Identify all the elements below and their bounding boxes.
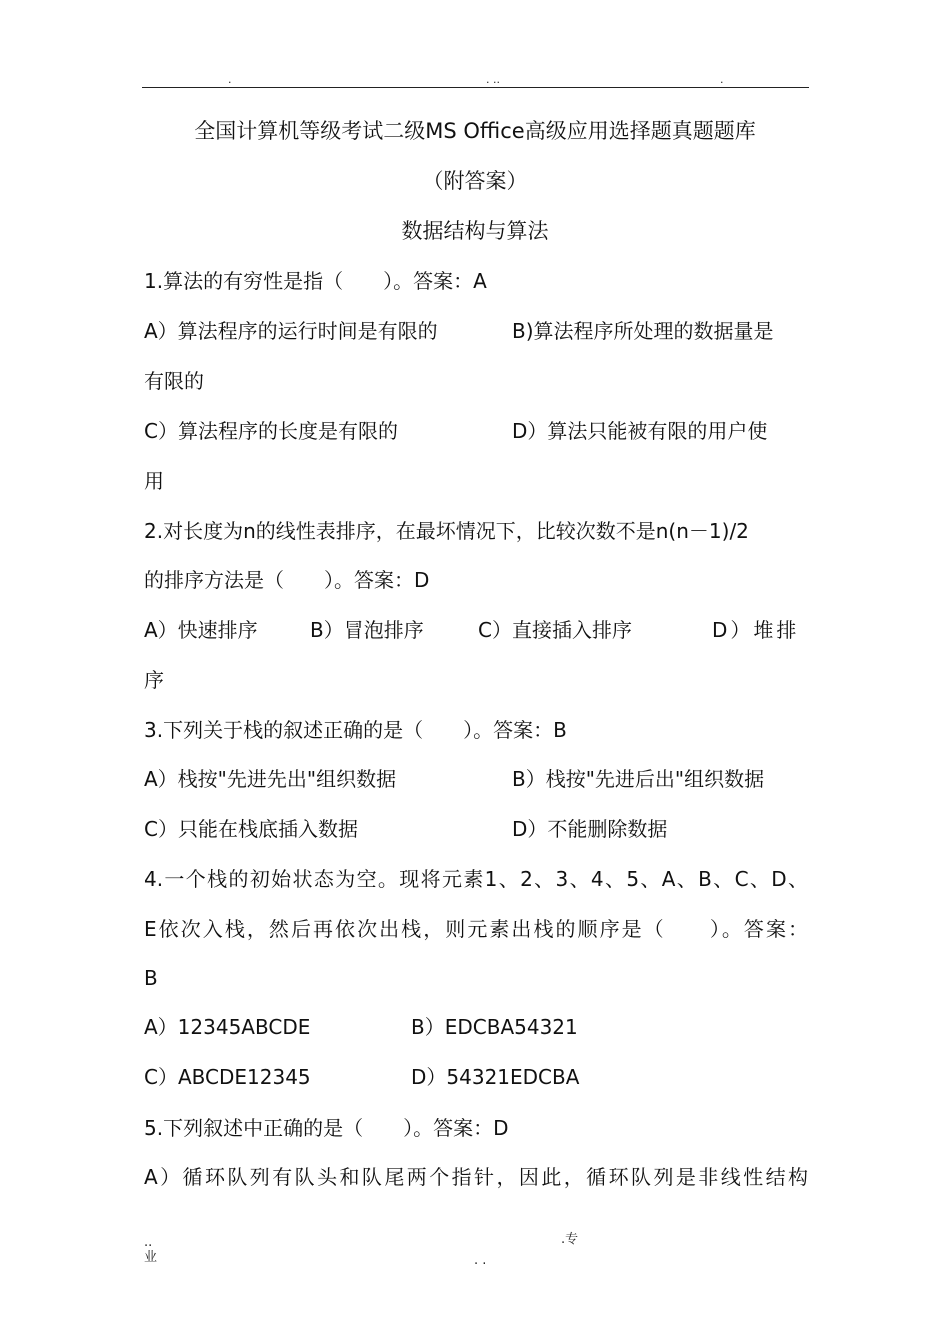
question-1-option-d-cont: 用 — [144, 469, 164, 493]
question-1-option-c: C）算法程序的长度是有限的 — [144, 419, 398, 443]
question-4-option-b: B）EDCBA54321 — [411, 1015, 578, 1039]
document-subtitle: （附答案） — [422, 169, 528, 193]
question-3-option-a: A）栈按"先进先出"组织数据 — [144, 767, 397, 791]
footer-center-dots: . . — [474, 1253, 487, 1268]
question-3-stem: 3.下列关于栈的叙述正确的是（ ）。答案：B — [144, 718, 567, 742]
question-3-option-d: D）不能删除数据 — [512, 817, 668, 841]
question-1-option-b: B)算法程序所处理的数据量是 — [512, 319, 774, 343]
question-2-stem-line-2: 的排序方法是（ ）。答案：D — [144, 568, 430, 592]
question-4-stem-line-1: 4.一个栈的初始状态为空。现将元素1、2、3、4、5、A、B、C、D、 — [144, 867, 808, 891]
question-2-option-a: A）快速排序 — [144, 618, 258, 642]
question-4-stem-line-3: B — [144, 966, 158, 990]
question-3-option-c: C）只能在栈底插入数据 — [144, 817, 358, 841]
question-2-option-b: B）冒泡排序 — [310, 618, 424, 642]
question-2-option-d: D）堆排 — [712, 618, 800, 642]
question-2-stem-line-1: 2.对长度为n的线性表排序，在最坏情况下，比较次数不是n(n－1)/2 — [144, 519, 749, 543]
header-dot-right: . — [720, 73, 724, 86]
header-dot-left: . — [228, 73, 232, 86]
question-5-option-a: A）循环队列有队头和队尾两个指针，因此，循环队列是非线性结构 — [144, 1165, 808, 1189]
question-4-option-d: D）54321EDCBA — [411, 1065, 580, 1089]
question-4-option-c: C）ABCDE12345 — [144, 1065, 311, 1089]
question-4-stem-line-2: E依次入栈，然后再依次出栈，则元素出栈的顺序是（ ）。答案： — [144, 917, 808, 941]
question-4-option-a: A）12345ABCDE — [144, 1015, 311, 1039]
question-1-option-d: D）算法只能被有限的用户使 — [512, 419, 768, 443]
footer-right-text: .专 — [561, 1232, 579, 1247]
question-2-option-d-cont: 序 — [144, 668, 164, 692]
question-1-option-a: A）算法程序的运行时间是有限的 — [144, 319, 438, 343]
question-5-stem: 5.下列叙述中正确的是（ ）。答案：D — [144, 1116, 509, 1140]
document-title: 全国计算机等级考试二级MS Office高级应用选择题真题题库 — [194, 119, 756, 143]
question-2-option-c: C）直接插入排序 — [478, 618, 632, 642]
header-rule — [142, 87, 809, 88]
question-3-option-b: B）栈按"先进后出"组织数据 — [512, 767, 765, 791]
header-dot-center: . .. — [486, 73, 500, 86]
question-1-stem: 1.算法的有穷性是指（ ）。答案：A — [144, 269, 487, 293]
footer-left-dots: .. — [144, 1235, 153, 1250]
question-1-option-b-cont: 有限的 — [144, 369, 204, 393]
section-title: 数据结构与算法 — [401, 219, 549, 243]
footer-left-text: 业 — [144, 1250, 158, 1265]
